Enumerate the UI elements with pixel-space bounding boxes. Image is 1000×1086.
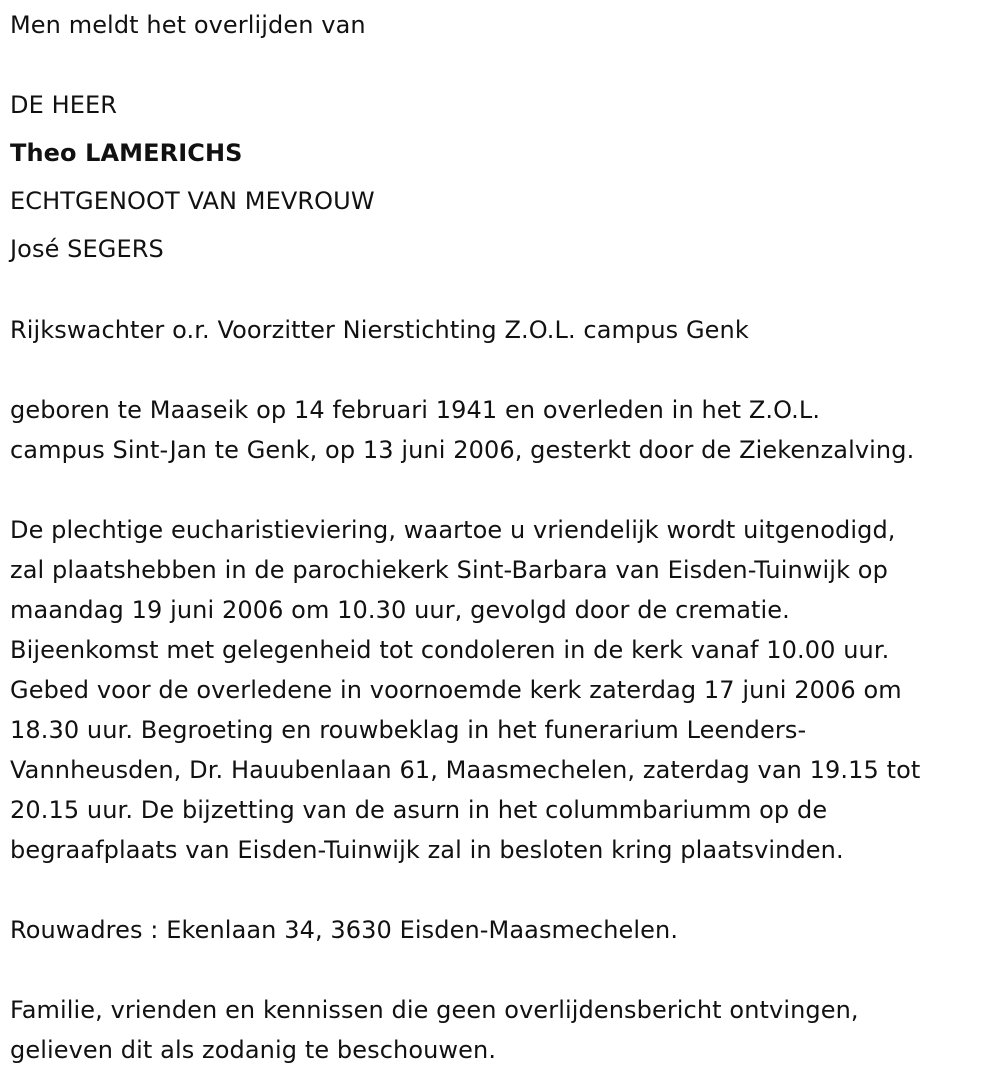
paragraph-line: Gebed voor de overledene in voornoemde kerk zaterdag 17 juni 2006 om xyxy=(10,676,902,704)
paragraph-line: 18.30 uur. Begroeting en rouwbeklag in het funerarium Leenders- xyxy=(10,716,807,744)
mourning-address: Rouwadres : Ekenlaan 34, 3630 Eisden-Maasmechelen. xyxy=(10,916,679,944)
paragraph-line: geboren te Maaseik op 14 februari 1941 en overleden in het Z.O.L. xyxy=(10,396,821,424)
deceased-name: Theo LAMERICHS xyxy=(10,139,243,167)
honorific: DE HEER xyxy=(10,91,118,119)
paragraph-line: zal plaatshebben in de parochiekerk Sint-Barbara van Eisden-Tuinwijk op xyxy=(10,556,888,584)
paragraph-line: Bijeenkomst met gelegenheid tot condoleren in de kerk vanaf 10.00 uur. xyxy=(10,636,890,664)
paragraph-line: campus Sint-Jan te Genk, op 13 juni 2006, gesterkt door de Ziekenzalving. xyxy=(10,436,915,464)
paragraph-line: gelieven dit als zodanig te beschouwen. xyxy=(10,1036,497,1064)
spouse-name: José SEGERS xyxy=(10,235,164,263)
paragraph-line: De plechtige eucharistieviering, waartoe u vriendelijk wordt uitgenodigd, xyxy=(10,516,896,544)
spouse-label: ECHTGENOOT VAN MEVROUW xyxy=(10,187,375,215)
intro-line: Men meldt het overlijden van xyxy=(10,11,366,39)
paragraph-line: Familie, vrienden en kennissen die geen overlijdensbericht ontvingen, xyxy=(10,996,859,1024)
paragraph-line: maandag 19 juni 2006 om 10.30 uur, gevolgd door de crematie. xyxy=(10,596,790,624)
paragraph-line: Vannheusden, Dr. Hauubenlaan 61, Maasmechelen, zaterdag van 19.15 tot xyxy=(10,756,921,784)
paragraph-line: 20.15 uur. De bijzetting van de asurn in het colummbariumm op de xyxy=(10,796,828,824)
occupation-line: Rijkswachter o.r. Voorzitter Nierstichting Z.O.L. campus Genk xyxy=(10,316,749,344)
paragraph-line: begraafplaats van Eisden-Tuinwijk zal in besloten kring plaatsvinden. xyxy=(10,836,844,864)
